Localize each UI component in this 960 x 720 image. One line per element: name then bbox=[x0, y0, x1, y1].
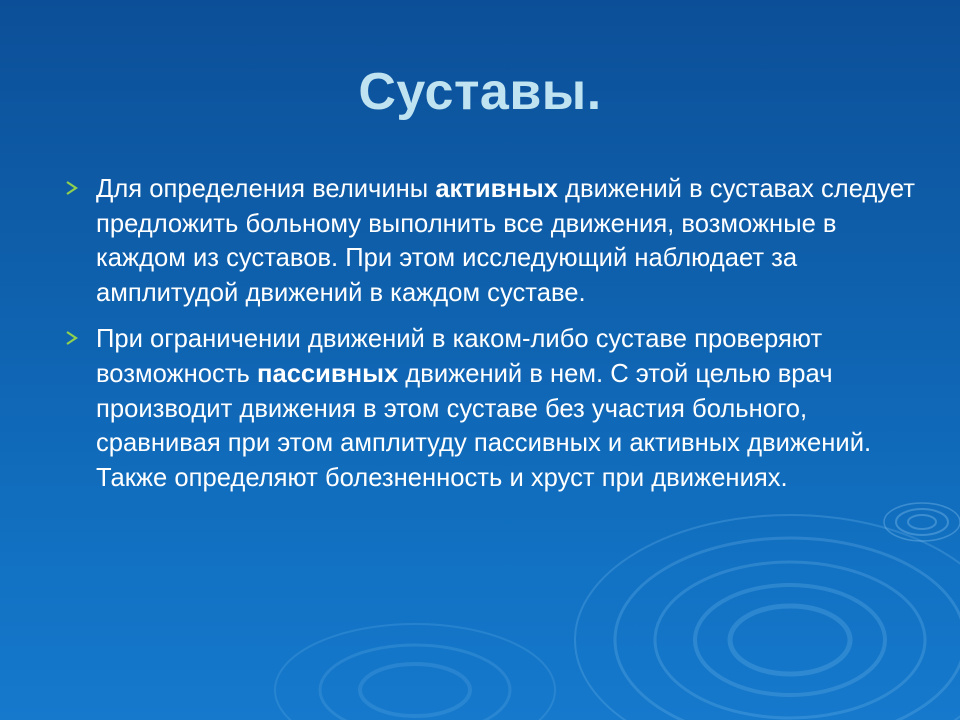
bullet-text bbox=[96, 325, 871, 491]
bullet-bold-term: пассивных bbox=[257, 359, 399, 388]
bullet-text bbox=[96, 175, 915, 307]
bullet-text-part: движений в суставах следует предложить больному выполнить все движения, возможные в каждом из суставов. При этом исследующий наблюдает за амплитудой движений в каждом суставе. bbox=[96, 175, 915, 307]
bullet-bold-term: активных bbox=[435, 175, 558, 203]
chevron-right-icon bbox=[64, 330, 80, 346]
chevron-right-icon bbox=[64, 180, 80, 196]
bullet-item-active-movements bbox=[64, 172, 924, 310]
bullet-text-part: движений в нем. С этой целью врач производит движения в этом суставе без участия больного, сравнивая при этом амплитуду пассивных и активных движений. Также определяют болезненность и хруст при движениях. bbox=[96, 359, 872, 492]
bullet-list bbox=[64, 172, 924, 507]
bullet-text-part: Для определения величины bbox=[96, 175, 436, 203]
bullet-text-part: При ограничении движений в каком-либо суставе проверяют возможность bbox=[96, 325, 823, 388]
bullet-item-passive-movements bbox=[64, 322, 924, 495]
slide-title: Суставы. bbox=[358, 63, 602, 121]
